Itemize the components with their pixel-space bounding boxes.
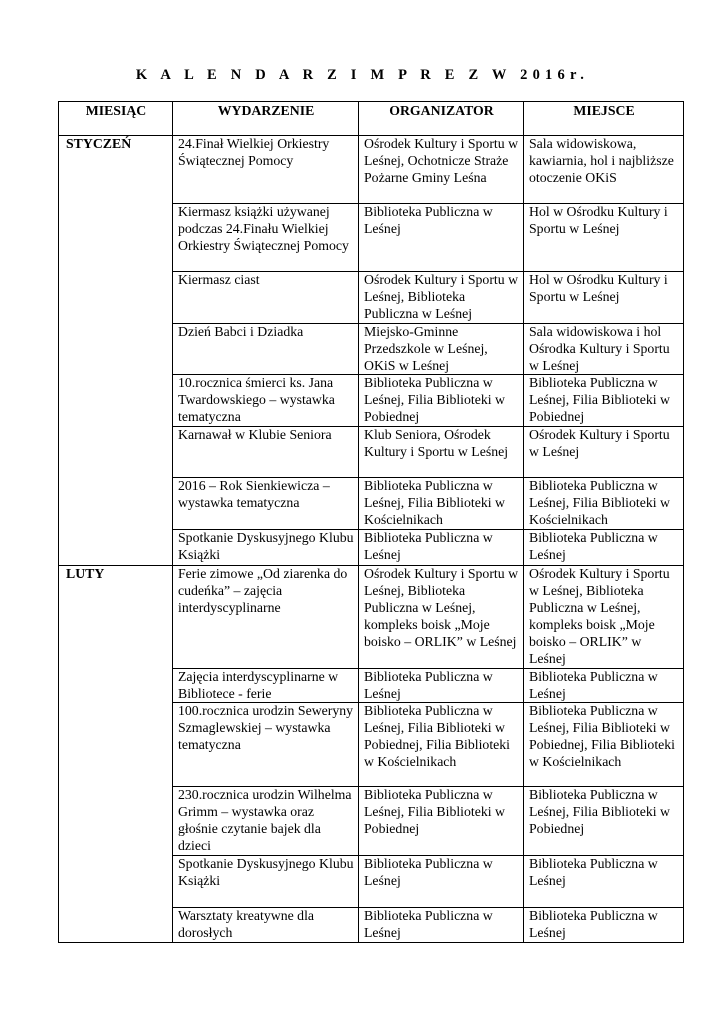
event-cell: Karnawał w Klubie Seniora [173, 427, 359, 478]
place-cell: Biblioteka Publiczna w Leśnej [524, 668, 684, 703]
place-cell: Biblioteka Publiczna w Leśnej, Filia Biblioteki w Pobiednej, Filia Biblioteki w Kościelnikach [524, 703, 684, 787]
event-cell: 10.rocznica śmierci ks. Jana Twardowskiego – wystawka tematyczna [173, 375, 359, 427]
place-cell: Biblioteka Publiczna w Leśnej, Filia Biblioteki w Kościelnikach [524, 478, 684, 530]
event-cell: 24.Finał Wielkiej Orkiestry Świątecznej Pomocy [173, 136, 359, 204]
organizer-cell: Ośrodek Kultury i Sportu w Leśnej, Ochotnicze Straże Pożarne Gminy Leśna [359, 136, 524, 204]
place-cell: Sala widowiskowa, kawiarnia, hol i najbliższe otoczenie OKiS [524, 136, 684, 204]
month-cell: STYCZEŃ [59, 136, 173, 566]
organizer-cell: Biblioteka Publiczna w Leśnej, Filia Biblioteki w Pobiednej, Filia Biblioteki w Kościelnikach [359, 703, 524, 787]
place-cell: Ośrodek Kultury i Sportu w Leśnej, Biblioteka Publiczna w Leśnej, kompleks boisk „Moje boisko – ORLIK” w Leśnej [524, 566, 684, 668]
organizer-cell: Miejsko-Gminne Przedszkole w Leśnej, OKiS w Leśnej [359, 323, 524, 375]
organizer-cell: Biblioteka Publiczna w Leśnej [359, 908, 524, 943]
event-cell: Spotkanie Dyskusyjnego Klubu Książki [173, 856, 359, 908]
event-cell: 2016 – Rok Sienkiewicza – wystawka tematyczna [173, 478, 359, 530]
event-cell: Warsztaty kreatywne dla dorosłych [173, 908, 359, 943]
table-body [59, 136, 684, 943]
event-cell: 100.rocznica urodzin Seweryny Szmaglewskiej – wystawka tematyczna [173, 703, 359, 787]
header-organizer: ORGANIZATOR [359, 102, 524, 136]
place-cell: Sala widowiskowa i hol Ośrodka Kultury i Sportu w Leśnej [524, 323, 684, 375]
place-cell: Hol w Ośrodku Kultury i Sportu w Leśnej [524, 272, 684, 324]
organizer-cell: Biblioteka Publiczna w Leśnej [359, 856, 524, 908]
organizer-cell: Biblioteka Publiczna w Leśnej [359, 204, 524, 272]
table-row [59, 566, 684, 668]
page-title: K A L E N D A R Z I M P R E Z W 2016r. [135, 67, 590, 83]
place-cell: Biblioteka Publiczna w Leśnej [524, 908, 684, 943]
event-cell: 230.rocznica urodzin Wilhelma Grimm – wystawka oraz głośnie czytanie bajek dla dzieci [173, 787, 359, 856]
header-place: MIEJSCE [524, 102, 684, 136]
organizer-cell: Biblioteka Publiczna w Leśnej, Filia Biblioteki w Kościelnikach [359, 478, 524, 530]
event-cell: Ferie zimowe „Od ziarenka do cudeńka” – zajęcia interdyscyplinarne [173, 566, 359, 668]
event-calendar-table [58, 101, 684, 943]
event-cell: Kiermasz ciast [173, 272, 359, 324]
organizer-cell: Biblioteka Publiczna w Leśnej [359, 668, 524, 703]
organizer-cell: Biblioteka Publiczna w Leśnej, Filia Biblioteki w Pobiednej [359, 787, 524, 856]
organizer-cell: Ośrodek Kultury i Sportu w Leśnej, Biblioteka Publiczna w Leśnej, kompleks boisk „Moje boisko – ORLIK” w Leśnej [359, 566, 524, 668]
organizer-cell: Biblioteka Publiczna w Leśnej [359, 530, 524, 566]
header-event: WYDARZENIE [173, 102, 359, 136]
place-cell: Biblioteka Publiczna w Leśnej, Filia Biblioteki w Pobiednej [524, 375, 684, 427]
event-cell: Zajęcia interdyscyplinarne w Bibliotece - ferie [173, 668, 359, 703]
organizer-cell: Ośrodek Kultury i Sportu w Leśnej, Biblioteka Publiczna w Leśnej [359, 272, 524, 324]
event-cell: Spotkanie Dyskusyjnego Klubu Książki [173, 530, 359, 566]
place-cell: Hol w Ośrodku Kultury i Sportu w Leśnej [524, 204, 684, 272]
table-row [59, 136, 684, 204]
place-cell: Ośrodek Kultury i Sportu w Leśnej [524, 427, 684, 478]
place-cell: Biblioteka Publiczna w Leśnej [524, 530, 684, 566]
event-cell: Dzień Babci i Dziadka [173, 323, 359, 375]
place-cell: Biblioteka Publiczna w Leśnej, Filia Biblioteki w Pobiednej [524, 787, 684, 856]
organizer-cell: Klub Seniora, Ośrodek Kultury i Sportu w Leśnej [359, 427, 524, 478]
event-cell: Kiermasz książki używanej podczas 24.Finału Wielkiej Orkiestry Świątecznej Pomocy [173, 204, 359, 272]
table-header-row [59, 102, 684, 136]
month-cell: LUTY [59, 566, 173, 943]
header-month: MIESIĄC [59, 102, 173, 136]
place-cell: Biblioteka Publiczna w Leśnej [524, 856, 684, 908]
organizer-cell: Biblioteka Publiczna w Leśnej, Filia Biblioteki w Pobiednej [359, 375, 524, 427]
